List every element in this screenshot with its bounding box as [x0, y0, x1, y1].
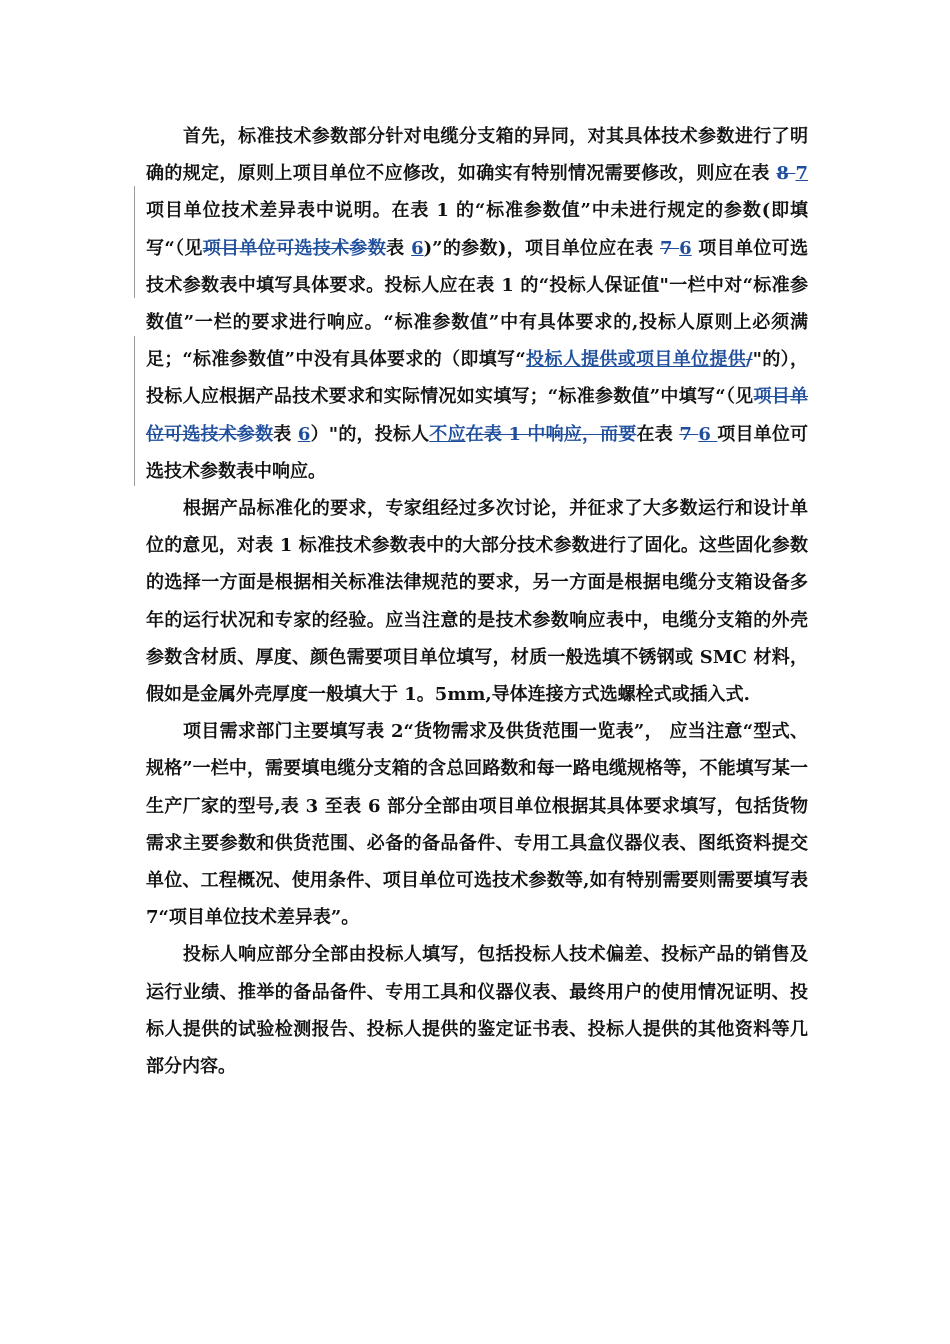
change-bar [134, 186, 135, 298]
text-run: "的），投标人应根据产品技术要求和实际情况如实填写；“标准参数值”中填写“（见 [146, 349, 809, 408]
text-run: 在表 [636, 423, 680, 445]
inserted-text: 6 [698, 423, 718, 445]
paragraph-3: 项目需求部门主要填写表 2“货物需求及供货范围一览表”， 应当注意“型式、规格”一栏中，需要填电缆分支箱的含总回路数和每一路电缆规格等，不能填写某一生产厂家的型号,表 3 至表 6 部分全部由项目单位根据其具体要求填写，包括货物需求主要参数和供货范围、必备的备品备件、专用工具盒仪器仪表、图纸资料提交单位、工程概况、使用条件、项目单位可选技术参数等,如有特别需要则需要填写表 7“项目单位技术差异表”。 [146, 721, 808, 929]
inserted-text: 6 [411, 237, 424, 259]
deleted-text: 7 [679, 423, 699, 445]
change-bar [134, 336, 135, 486]
paragraph-4: 投标人响应部分全部由投标人填写，包括投标人技术偏差、投标产品的销售及运行业绩、推举的备品备件、专用工具和仪器仪表、最终用户的使用情况证明、投标人提供的试验检测报告、投标人提供的鉴定证书表、投标人提供的其他资料等几部分内容。 [146, 944, 808, 1078]
paragraph-1 [146, 118, 808, 490]
document-body [146, 118, 808, 1085]
text-run: 项目单位可选技术参数表中填写具体要求。投标人应在表 1 的“投标人保证值"一栏中对“标准参数值”一栏的要求进行响应。“标准参数值”中有具体要求的,投标人原则上必须满足；“标准参数值”中没有具体要求的（即填写“ [146, 237, 808, 371]
deleted-text: 7 [660, 237, 680, 259]
inserted-text: 6 [679, 237, 692, 259]
inserted-text: 6 [297, 423, 311, 445]
inserted-text: 投标人提供或项目单位提供 [525, 349, 747, 371]
text-run: 项目单位技术差异表中说明。在表 1 的“标准参数值”中未进行规定的参数(即填写“（见 [146, 200, 808, 259]
inserted-text: 7 [795, 163, 808, 185]
text-run: 项目单位可选技术参数表中响应。 [146, 423, 809, 482]
text-run: 表 [386, 237, 412, 259]
text-run: 表 [273, 423, 298, 445]
inserted-text: 不应 [429, 423, 466, 445]
text-run: ）"的，投标人 [310, 423, 430, 445]
paragraph-2: 根据产品标准化的要求，专家组经过多次讨论，并征求了大多数运行和设计单位的意见，对表 1 标准技术参数表中的大部分技术参数进行了固化。这些固化参数的选择一方面是根据相关标准法律规范的要求，另一方面是根据电缆分支箱设备多年的运行状况和专家的经验。应当注意的是技术参数响应表中，电缆分支箱的外壳参数含材质、厚度、颜色需要项目单位填写，材质一般选填不锈钢或 SMC 材料，假如是金属外壳厚度一般填大于 1。5mm,导体连接方式选螺栓式或插入式. [146, 498, 808, 706]
deleted-text: 在表 1 中响应，而要 [465, 423, 637, 445]
text-run: )”的参数)，项目单位应在表 [423, 237, 661, 259]
deleted-text: 项目单位可选技术参数 [202, 237, 387, 259]
deleted-text: 项目单位可选技术参数 [146, 386, 809, 445]
text-run: 首先，标准技术参数部分针对电缆分支箱的异同，对其具体技术参数进行了明确的规定，原则上项目单位不应修改，如确实有特别情况需要修改，则应在表 [146, 126, 808, 185]
deleted-text: / [746, 349, 753, 371]
deleted-text: 8 [776, 163, 796, 185]
